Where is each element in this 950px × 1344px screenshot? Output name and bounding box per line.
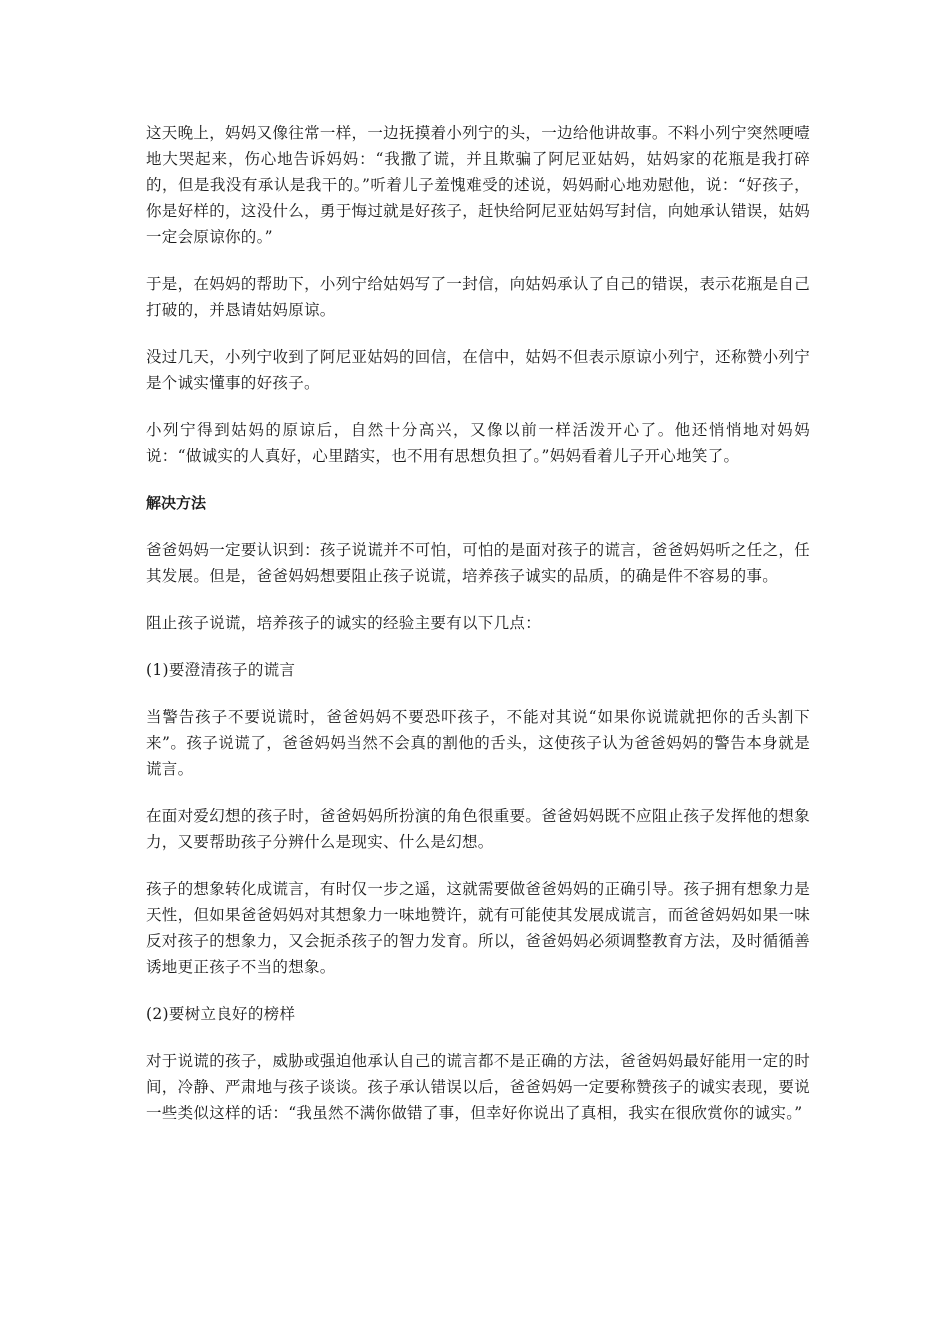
section-paragraph-4: 在面对爱幻想的孩子时，爸爸妈妈所扮演的角色很重要。爸爸妈妈既不应阻止孩子发挥他的想象力，又要帮助孩子分辨什么是现实、什么是幻想。 xyxy=(146,807,810,851)
story-paragraph-3: 没过几天，小列宁收到了阿尼亚姑妈的回信，在信中，姑妈不但表示原谅小列宁，还称赞小列宁是个诚实懂事的好孩子。 xyxy=(146,348,810,392)
section-paragraph-5: 孩子的想象转化成谎言，有时仅一步之遥，这就需要做爸爸妈妈的正确引导。孩子拥有想象力是天性，但如果爸爸妈妈对其想象力一味地赞许，就有可能使其发展成谎言，而爸爸妈妈如果一味反对孩子的想象力，又会扼杀孩子的智力发育。所以，爸爸妈妈必须调整教育方法，及时循循善诱地更正孩子不当的想象。 xyxy=(146,880,810,976)
story-paragraph-4: 小列宁得到姑妈的原谅后，自然十分高兴，又像以前一样活泼开心了。他还悄悄地对妈妈说：“做诚实的人真好，心里踏实，也不用有思想负担了。”妈妈看着儿子开心地笑了。 xyxy=(146,421,810,465)
section-paragraph-6: 对于说谎的孩子，威胁或强迫他承认自己的谎言都不是正确的方法，爸爸妈妈最好能用一定的时间，冷静、严肃地与孩子谈谈。孩子承认错误以后，爸爸妈妈一定要称赞孩子的诚实表现，要说一些类似这样的话：“我虽然不满你做错了事，但幸好你说出了真相，我实在很欣赏你的诚实。” xyxy=(146,1052,810,1122)
story-paragraph-2: 于是，在妈妈的帮助下，小列宁给姑妈写了一封信，向姑妈承认了自己的错误，表示花瓶是自己打破的，并恳请姑妈原谅。 xyxy=(146,275,810,319)
subheading-1: (1)要澄清孩子的谎言 xyxy=(146,661,296,679)
section-paragraph-2: 阻止孩子说谎，培养孩子的诚实的经验主要有以下几点： xyxy=(146,614,542,632)
section-paragraph-1: 爸爸妈妈一定要认识到：孩子说谎并不可怕，可怕的是面对孩子的谎言，爸爸妈妈听之任之，任其发展。但是，爸爸妈妈想要阻止孩子说谎，培养孩子诚实的品质，的确是件不容易的事。 xyxy=(146,541,810,585)
section-paragraph-3: 当警告孩子不要说谎时，爸爸妈妈不要恐吓孩子，不能对其说“如果你说谎就把你的舌头割下来”。孩子说谎了，爸爸妈妈当然不会真的割他的舌头，这使孩子认为爸爸妈妈的警告本身就是谎言。 xyxy=(146,708,810,778)
document-page xyxy=(146,120,810,1147)
section-heading: 解决方法 xyxy=(146,494,207,512)
story-paragraph-1: 这天晚上，妈妈又像往常一样，一边抚摸着小列宁的头，一边给他讲故事。不料小列宁突然哽噎地大哭起来，伤心地告诉妈妈：“我撒了谎，并且欺骗了阿尼亚姑妈，姑妈家的花瓶是我打碎的，但是我没有承认是我干的。”听着儿子羞愧难受的述说，妈妈耐心地劝慰他，说：“好孩子，你是好样的，这没什么，勇于悔过就是好孩子，赶快给阿尼亚姑妈写封信，向她承认错误，姑妈一定会原谅你的。” xyxy=(146,124,810,246)
subheading-2: (2)要树立良好的榜样 xyxy=(146,1005,296,1023)
